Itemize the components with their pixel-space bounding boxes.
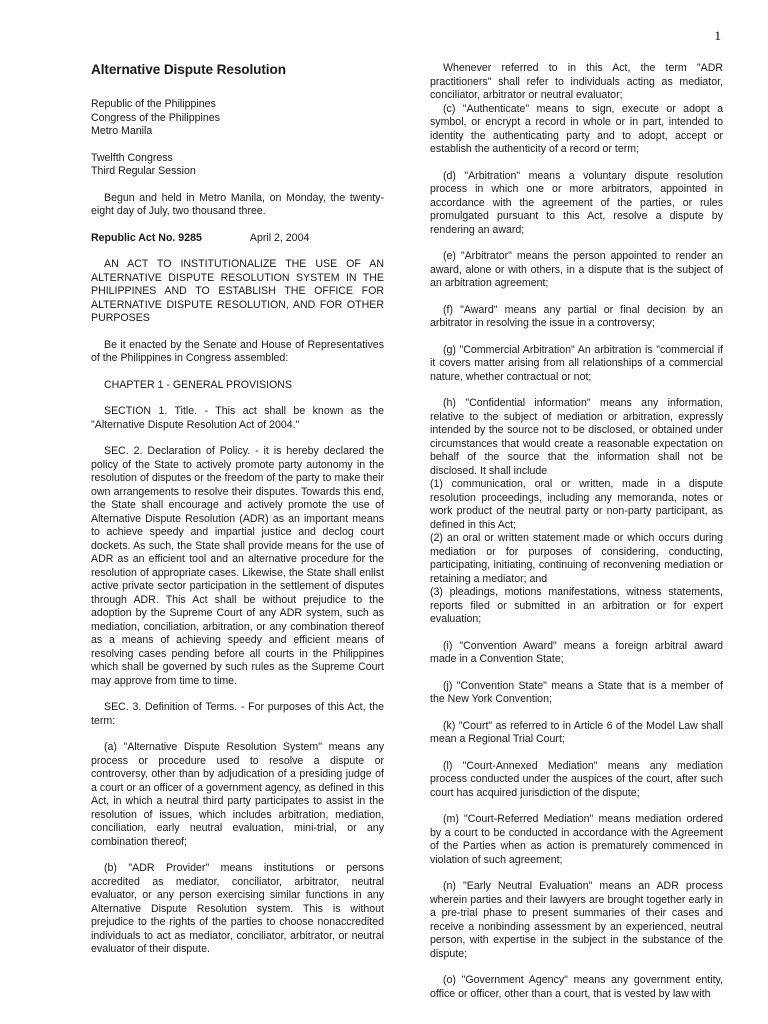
- republic-act-number: Republic Act No. 9285: [91, 231, 202, 244]
- session-line: Twelfth Congress: [91, 151, 173, 164]
- section-2: SEC. 2. Declaration of Policy. - it is hereby declared the policy of the State to actively promote party autonomy in the resolution of disputes or the freedom of the party to make their own arrangements to resolve their disputes. Towards this end, the State shall encourage and actively promote the use of Alternative Dispute Resolution (ADR) as an important means to achieve speedy and impartial justice and declog court dockets. As such, the State shall provide means for the use of ADR as an efficient tool and an alternative procedure for the resolution of appropriate cases. Likewise, the State shall enlist active private sector participation in the settlement of disputes through ADR. This Act shall be without prejudice to the adoption by the Supreme Court of any ADR system, such as mediation, conciliation, arbitration, or any combination thereof as a means of achieving speedy and efficient means of resolving cases pending before all courts in the Philippines which shall be governed by such rules as the Supreme Court may approve from time to time.: [91, 445, 384, 687]
- republic-act-date: April 2, 2004: [249, 231, 310, 244]
- definition-h-item-2: (2) an oral or written statement made or which occurs during mediation or for purposes of considering, conducting, participating, initiating, continuing of reconvening mediation or retaining a mediator; and: [430, 532, 723, 585]
- definition-j: (j) "Convention State" means a State that is a member of the New York Convention;: [430, 679, 723, 705]
- definition-d: (d) "Arbitration" means a voluntary dispute resolution process in which one or more arbitrators, appointed in accordance with the agreement of the parties, or rules promulgated pursuant to this Act, resolve a dispute by rendering an award;: [430, 169, 723, 236]
- definition-a: (a) "Alternative Dispute Resolution System" means any process or procedure used to resolve a dispute or controversy, other than by adjudication of a presiding judge of a court or an officer of a government agency, as defined in this Act, in which a neutral third party participates to assist in the resolution of issues, which includes arbitration, mediation, conciliation, early neutral evaluation, mini-trial, or any combination thereof;: [91, 741, 384, 848]
- definition-h-item-3: (3) pleadings, motions manifestations, witness statements, reports filed or submitted in an arbitration or for expert evaluation;: [430, 586, 723, 625]
- left-column: [91, 62, 384, 957]
- section-3: SEC. 3. Definition of Terms. - For purposes of this Act, the term:: [91, 701, 384, 727]
- definition-i: (i) "Convention Award" means a foreign arbitral award made in a Convention State;: [430, 639, 723, 665]
- definition-m: (m) "Court-Referred Mediation" means mediation ordered by a court to be conducted in accordance with the Agreement of the Parties when as action is prematurely commenced in violation of such agreement;: [430, 813, 723, 866]
- begun-paragraph: Begun and held in Metro Manila, on Monday, the twenty-eight day of July, two thousand three.: [91, 191, 384, 217]
- adr-practitioners-paragraph: Whenever referred to in this Act, the term "ADR practitioners" shall refer to individuals acting as mediator, conciliator, arbitrator or neutral evaluator;: [430, 62, 723, 101]
- session-block: [91, 152, 384, 179]
- definition-e: (e) "Arbitrator" means the person appointed to render an award, alone or with others, in a dispute that is the subject of an arbitration agreement;: [430, 250, 723, 289]
- header-block: [91, 98, 384, 139]
- session-line: Third Regular Session: [91, 165, 196, 177]
- definition-f: (f) "Award" means any partial or final decision by an arbitrator in resolving the issue in a controversy;: [430, 303, 723, 329]
- definition-h: (h) "Confidential information" means any information, relative to the subject of mediation or arbitration, expressly intended by the source not to be disclosed, or obtained under circumstances that would create a reasonable expectation on behalf of the source that the information shall not be disclosed. It shall include: [430, 397, 723, 477]
- header-line: Congress of the Philippines: [91, 111, 220, 124]
- republic-act-row: [91, 232, 384, 246]
- section-1: SECTION 1. Title. - This act shall be known as the "Alternative Dispute Resolution Act of 2004.": [91, 405, 384, 431]
- header-line: Metro Manila: [91, 125, 153, 137]
- page-number: 1: [714, 28, 721, 43]
- definition-h-item-1: (1) communication, oral or written, made in a dispute resolution proceedings, including any memoranda, notes or work product of the neutral party or non-party participant, as defined in this Act;: [430, 478, 723, 531]
- definition-n: (n) "Early Neutral Evaluation" means an ADR process wherein parties and their lawyers are brought together early in a pre-trial phase to present summaries of their cases and receive a nonbinding assessment by an experienced, neutral person, with expertise in the subject in the substance of the dispute;: [430, 880, 723, 960]
- definition-c: (c) "Authenticate" means to sign, execute or adopt a symbol, or encrypt a record in whole or in part, intended to identity the authenticating party and to adopt, accept or establish the authenticity of a record or term;: [430, 102, 723, 155]
- right-column: [430, 62, 723, 1001]
- act-title: AN ACT TO INSTITUTIONALIZE THE USE OF AN ALTERNATIVE DISPUTE RESOLUTION SYSTEM IN THE PHILIPPINES AND TO ESTABLISH THE OFFICE FOR ALTERNATIVE DISPUTE RESOLUTION, AND FOR OTHER PURPOSES: [91, 258, 384, 324]
- definition-k: (k) "Court" as referred to in Article 6 of the Model Law shall mean a Regional Trial Court;: [430, 719, 723, 745]
- definition-g: (g) "Commercial Arbitration" An arbitration is "commercial if it covers matter arising from all relationships of a commercial nature, whether contractual or not;: [430, 343, 723, 383]
- definition-l: (l) "Court-Annexed Mediation" means any mediation process conducted under the auspices of the court, after such court has acquired jurisdiction of the dispute;: [430, 759, 723, 799]
- document-title: Alternative Dispute Resolution: [91, 62, 286, 77]
- definition-b: (b) "ADR Provider" means institutions or persons accredited as mediator, conciliator, arbitrator, neutral evaluator, or any person exercising similar functions in any Alternative Dispute Resolution system. This is without prejudice to the rights of the parties to choose nonaccredited individuals to act as mediator, conciliator, arbitrator, or neutral evaluator of their dispute.: [91, 862, 384, 955]
- definition-o: (o) "Government Agency" means any government entity, office or officer, other than a court, that is vested by law with: [430, 974, 723, 1000]
- enactment-clause: Be it enacted by the Senate and House of Representatives of the Philippines in Congress assembled:: [91, 338, 384, 364]
- chapter-heading: CHAPTER 1 - GENERAL PROVISIONS: [104, 378, 292, 391]
- header-line: Republic of the Philippines: [91, 98, 216, 110]
